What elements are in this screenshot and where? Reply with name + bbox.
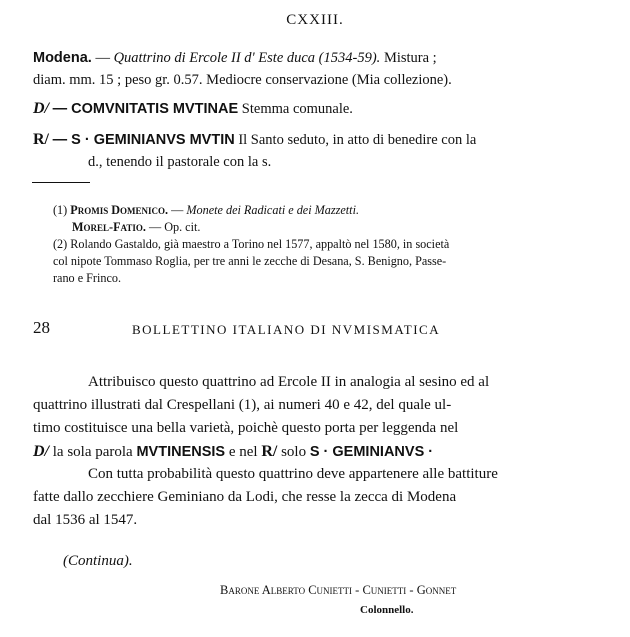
footnote-1-author: Promis Domenico. xyxy=(70,203,169,217)
legend-mvtinensis: MVTINENSIS xyxy=(136,444,226,460)
entry-title: Quattrino di Ercole II d' Este duca (1534-59). xyxy=(113,50,381,66)
continua-note: (Continua). xyxy=(63,553,133,569)
text-run: solo xyxy=(277,444,310,460)
obverse-description: Stemma comunale. xyxy=(238,101,353,117)
paragraph-1-line-4 xyxy=(33,443,433,461)
footnote-1b xyxy=(72,220,200,235)
entry-line-2: diam. mm. 15 ; peso gr. 0.57. Mediocre conservazione (Mia collezione). xyxy=(33,72,452,88)
footnote-1-dash: — xyxy=(168,203,187,217)
author-rank: Colonnello. xyxy=(360,604,414,616)
running-head-title: BOLLETTINO ITALIANO DI NVMISMATICA xyxy=(132,322,441,337)
footnote-2-line-2: col nipote Tommaso Roglia, per tre anni le zecche di Desana, S. Benigno, Passe- xyxy=(53,254,447,268)
entry-dash: — xyxy=(91,50,114,66)
footnote-1-title: Monete dei Radicati e dei Mazzetti. xyxy=(186,203,359,217)
text-run: la sola parola xyxy=(49,444,137,460)
reverse-legend: — S · GEMINIANVS MVTIN xyxy=(52,132,235,148)
paragraph-2-line-3: dal 1536 al 1547. xyxy=(33,512,138,528)
paragraph-1-line-2: quattrino illustrati dal Crespellani (1), ai numeri 40 e 42, del quale ul- xyxy=(33,397,452,413)
paragraph-1-line-1: Attribuisco questo quattrino ad Ercole II in analogia al sesino ed al xyxy=(88,374,490,390)
reverse-description: Il Santo seduto, in atto di benedire con la xyxy=(234,132,477,148)
reverse-symbol: R/ xyxy=(33,131,49,148)
entry-line-1 xyxy=(33,50,437,67)
reverse-line-2: d., tenendo il pastorale con la s. xyxy=(88,154,272,170)
paragraph-1-line-3: timo costituisce una bella varietà, poichè questo porta per leggenda nel xyxy=(33,420,459,436)
reverse-symbol-inline: R/ xyxy=(261,443,278,460)
footnote-rule xyxy=(32,182,90,183)
footnote-1b-author: Morel-Fatio. xyxy=(72,220,146,234)
entry-city: Modena. xyxy=(33,50,92,66)
footnote-2-line-1: (2) Rolando Gastaldo, già maestro a Torino nel 1577, appaltò nel 1580, in società xyxy=(53,237,450,251)
footnote-1b-rest: — Op. cit. xyxy=(145,220,201,234)
footnote-2-line-3: rano e Frinco. xyxy=(53,271,122,285)
section-number: CXXIII. xyxy=(286,12,344,28)
legend-geminianvs: S · GEMINIANVS · xyxy=(309,444,434,460)
obverse-line xyxy=(33,100,353,118)
entry-alloy: Mistura ; xyxy=(380,50,437,66)
footnote-1 xyxy=(53,203,359,218)
obverse-symbol: D/ xyxy=(33,100,49,117)
footnote-1-number: (1) xyxy=(53,203,71,217)
page-number: 28 xyxy=(33,318,50,337)
obverse-legend: — COMVNITATIS MVTINAE xyxy=(52,101,239,117)
reverse-line xyxy=(33,131,476,149)
text-run: e nel xyxy=(225,444,262,460)
paragraph-2-line-2: fatte dallo zecchiere Geminiano da Lodi, che resse la zecca di Modena xyxy=(33,489,457,505)
obverse-symbol-inline: D/ xyxy=(33,443,49,460)
author-signature: Barone Alberto Cunietti - Cunietti - Gonnet xyxy=(220,583,457,597)
paragraph-2-line-1: Con tutta probabilità questo quattrino deve appartenere alle battiture xyxy=(88,466,498,482)
